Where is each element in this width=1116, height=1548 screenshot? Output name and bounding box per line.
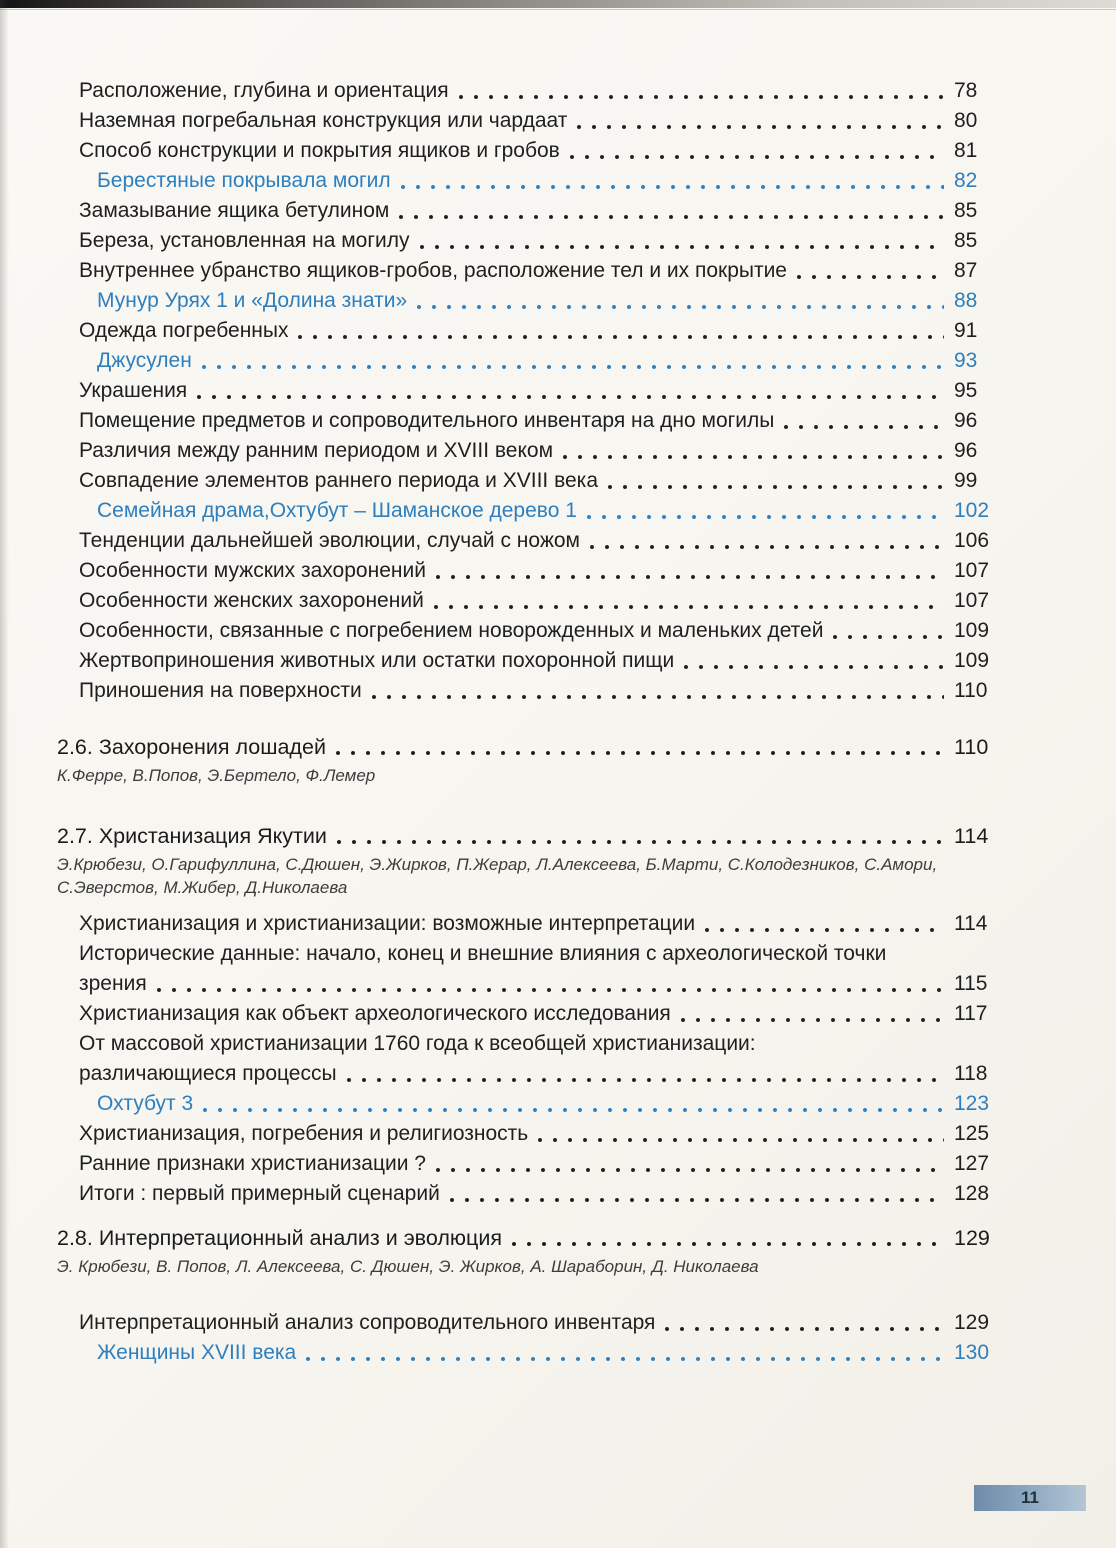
toc-page-number: 96	[954, 409, 978, 432]
toc-entry	[79, 106, 998, 136]
toc-page-number: 78	[954, 79, 978, 102]
toc-entry-title: Итоги : первый примерный сценарий	[79, 1182, 440, 1205]
toc-page-number: 96	[954, 439, 978, 462]
scan-edge-top	[0, 0, 1116, 8]
dot-leader	[665, 1308, 944, 1338]
toc-entry-title: Совпадение элементов раннего периода и XVIII века	[79, 469, 599, 492]
toc-entry-title: различающиеся процессы	[79, 1062, 337, 1085]
toc-entry	[79, 436, 998, 466]
toc-page-number: 114	[954, 824, 989, 848]
dot-leader	[577, 106, 944, 136]
toc-page-number	[954, 939, 998, 969]
toc-entry-title: Приношения на поверхности	[79, 679, 362, 702]
dot-leader	[417, 286, 944, 316]
toc-entry	[79, 999, 998, 1029]
toc-entry-sub	[97, 166, 998, 196]
toc-entry-title: Украшения	[79, 379, 188, 402]
dot-leader	[833, 616, 944, 646]
dot-leader	[766, 1029, 944, 1059]
toc-entry-title: Особенности мужских захоронений	[79, 559, 426, 582]
toc-page-number: 80	[954, 109, 978, 132]
dot-leader	[347, 1059, 944, 1089]
dot-leader	[420, 226, 945, 256]
section-heading-2-6	[57, 732, 998, 762]
toc-page-number: 102	[954, 499, 990, 522]
toc-entry-title: Наземная погребальная конструкция или чардаат	[79, 109, 568, 132]
toc-entry-title: От массовой христианизации 1760 года к всеобщей христианизации:	[79, 1032, 756, 1055]
dot-leader	[570, 136, 944, 166]
section-title: 2.7. Христанизация Якутии	[57, 824, 327, 848]
toc-entry-title: Помещение предметов и сопроводительного инвентаря на дно могилы	[79, 409, 775, 432]
toc-entry-wrapped-line	[79, 1029, 998, 1059]
toc-page-number: 107	[954, 559, 990, 582]
toc-entry-sub	[97, 1338, 998, 1368]
spacer	[57, 787, 998, 821]
dot-leader	[896, 939, 944, 969]
toc-entry-title: Различия между ранним периодом и XVIII веком	[79, 439, 554, 462]
toc-entry-title: Особенности женских захоронений	[79, 589, 424, 612]
section-heading-2-7	[57, 821, 998, 851]
toc-page-number: 118	[954, 1062, 988, 1085]
toc-entry	[79, 646, 998, 676]
toc-entry	[79, 1119, 998, 1149]
toc-entry	[79, 1149, 998, 1179]
toc-page-number: 85	[954, 229, 978, 252]
toc-entry	[79, 226, 998, 256]
toc-page-number: 117	[954, 1002, 988, 1025]
toc-entry-title: Особенности, связанные с погребением новорожденных и маленьких детей	[79, 619, 824, 642]
toc-page-number: 114	[954, 912, 988, 935]
toc-page-number: 129	[954, 1311, 990, 1334]
toc-entry-title: зрения	[79, 972, 147, 995]
toc-entry-title: Женщины XVIII века	[97, 1341, 297, 1364]
spacer	[57, 899, 998, 909]
authors-line: Э. Крюбези, В. Попов, Л. Алексеева, С. Дюшен, Э. Жирков, А. Шараборин, Д. Николаева	[57, 1257, 759, 1276]
toc-entry-title: Ранние признаки христианизации ?	[79, 1152, 426, 1175]
toc-entry	[79, 1308, 998, 1338]
authors-line: Э.Крюбези, О.Гарифуллина, С.Дюшен, Э.Жирков, П.Жерар, Л.Алексеева, Б.Марти, С.Колодезников, С.Амори, С.Эверстов, М.Жибер, Д.Николаева	[57, 855, 938, 897]
toc-entry	[79, 556, 998, 586]
toc-entry	[79, 1179, 998, 1209]
toc-entry	[79, 466, 998, 496]
toc-page-number: 93	[954, 349, 978, 372]
dot-leader	[705, 909, 944, 939]
toc-page-number: 87	[954, 259, 978, 282]
toc-page-number: 99	[954, 469, 978, 492]
toc-page-number: 129	[954, 1226, 990, 1250]
dot-leader	[197, 376, 944, 406]
dot-leader	[436, 556, 944, 586]
dot-leader	[459, 76, 944, 106]
toc-entry	[79, 676, 998, 706]
section-heading-2-8	[57, 1223, 998, 1253]
toc-entry-title: Исторические данные: начало, конец и внешние влияния с археологической точки	[79, 942, 887, 965]
toc-entry-title: Внутреннее убранство ящиков-гробов, расположение тел и их покрытие	[79, 259, 787, 282]
toc-entry	[79, 376, 998, 406]
toc-entry-title: Христианизация, погребения и религиозность	[79, 1122, 529, 1145]
toc-entry	[79, 256, 998, 286]
dot-leader	[298, 316, 944, 346]
toc-entry	[79, 136, 998, 166]
toc-page-number: 91	[954, 319, 978, 342]
toc-entry-sub	[97, 496, 998, 526]
page-number: 11	[1021, 1488, 1039, 1507]
dot-leader	[336, 732, 944, 762]
scan-edge-top-line	[0, 9, 1116, 10]
toc-page-number: 95	[954, 379, 978, 402]
dot-leader	[337, 821, 944, 851]
toc-entry	[79, 586, 998, 616]
toc-entry	[79, 616, 998, 646]
toc-entry	[79, 316, 998, 346]
dot-leader	[538, 1119, 944, 1149]
toc-entry-title: Способ конструкции и покрытия ящиков и гробов	[79, 139, 560, 162]
toc-entry	[79, 526, 998, 556]
toc-page-number: 81	[954, 139, 978, 162]
toc-entry-sub	[97, 346, 998, 376]
dot-leader	[436, 1149, 944, 1179]
dot-leader	[797, 256, 944, 286]
toc-page-number: 115	[954, 972, 988, 995]
toc-page-number: 107	[954, 589, 990, 612]
toc-page-number: 109	[954, 649, 990, 672]
section-title: 2.6. Захоронения лошадей	[57, 735, 326, 759]
toc-entry	[79, 406, 998, 436]
page-number-bar	[974, 1485, 1086, 1511]
dot-leader	[608, 466, 944, 496]
toc-entry-title: Христианизация и христианизации: возможные интерпретации	[79, 912, 696, 935]
dot-leader	[434, 586, 944, 616]
toc-page-number: 106	[954, 529, 990, 552]
toc-entry-title: Берестяные покрывала могил	[97, 169, 391, 192]
toc-page-number: 130	[954, 1341, 990, 1364]
toc-entry	[79, 76, 998, 106]
toc-page-number: 110	[954, 679, 988, 702]
toc-entry-sub	[97, 1089, 998, 1119]
dot-leader	[512, 1223, 944, 1253]
toc-entry-title: Тенденции дальнейшей эволюции, случай с ножом	[79, 529, 580, 552]
dot-leader	[372, 676, 944, 706]
toc-entry-title: Мунур Урях 1 и «Долина знати»	[97, 289, 408, 312]
toc-entry-title: Береза, установленная на могилу	[79, 229, 410, 252]
toc-entry-wrapped-line	[79, 939, 998, 969]
toc-page-number: 123	[954, 1092, 990, 1115]
toc-entry-title: Джусулен	[97, 349, 192, 372]
toc-entry-continuation	[79, 969, 998, 999]
toc-entry-title: Одежда погребенных	[79, 319, 289, 342]
dot-leader	[587, 496, 944, 526]
authors-line: К.Ферре, В.Попов, Э.Бертело, Ф.Лемер	[57, 766, 376, 785]
toc-entry-title: Жертвоприношения животных или остатки похоронной пищи	[79, 649, 675, 672]
scan-edge-left	[0, 0, 9, 1548]
toc-page-number: 88	[954, 289, 978, 312]
toc-entry-title: Замазывание ящика бетулином	[79, 199, 390, 222]
spacer	[57, 1278, 998, 1308]
toc-entry-sub	[97, 286, 998, 316]
toc-page-number: 127	[954, 1152, 990, 1175]
toc-entry-continuation	[79, 1059, 998, 1089]
toc-entry-title: Интерпретационный анализ сопроводительного инвентаря	[79, 1311, 656, 1334]
toc-entry-title: Охтубут 3	[97, 1092, 194, 1115]
dot-leader	[401, 166, 944, 196]
toc-page-number: 109	[954, 619, 990, 642]
toc-entry-title: Семейная драма,Охтубут – Шаманское дерево 1	[97, 499, 577, 522]
dot-leader	[157, 969, 944, 999]
toc-page-number: 125	[954, 1122, 990, 1145]
section-title: 2.8. Интерпретационный анализ и эволюция	[57, 1226, 502, 1250]
toc-page-number: 85	[954, 199, 978, 222]
toc-page-number: 110	[954, 735, 989, 759]
toc-page-number: 128	[954, 1182, 990, 1205]
spacer	[57, 706, 998, 732]
dot-leader	[681, 999, 944, 1029]
toc-entry	[79, 196, 998, 226]
dot-leader	[306, 1338, 944, 1368]
dot-leader	[399, 196, 944, 226]
toc-entry-title: Расположение, глубина и ориентация	[79, 79, 449, 102]
dot-leader	[784, 406, 944, 436]
table-of-contents	[57, 76, 998, 1368]
dot-leader	[450, 1179, 944, 1209]
dot-leader	[203, 1089, 944, 1119]
toc-entry	[79, 909, 998, 939]
toc-page-number	[954, 1029, 998, 1059]
dot-leader	[684, 646, 944, 676]
toc-page-number: 82	[954, 169, 978, 192]
toc-entry-title: Христианизация как объект археологического исследования	[79, 1002, 671, 1025]
dot-leader	[563, 436, 944, 466]
dot-leader	[590, 526, 944, 556]
spacer	[57, 1209, 998, 1223]
dot-leader	[202, 346, 944, 376]
